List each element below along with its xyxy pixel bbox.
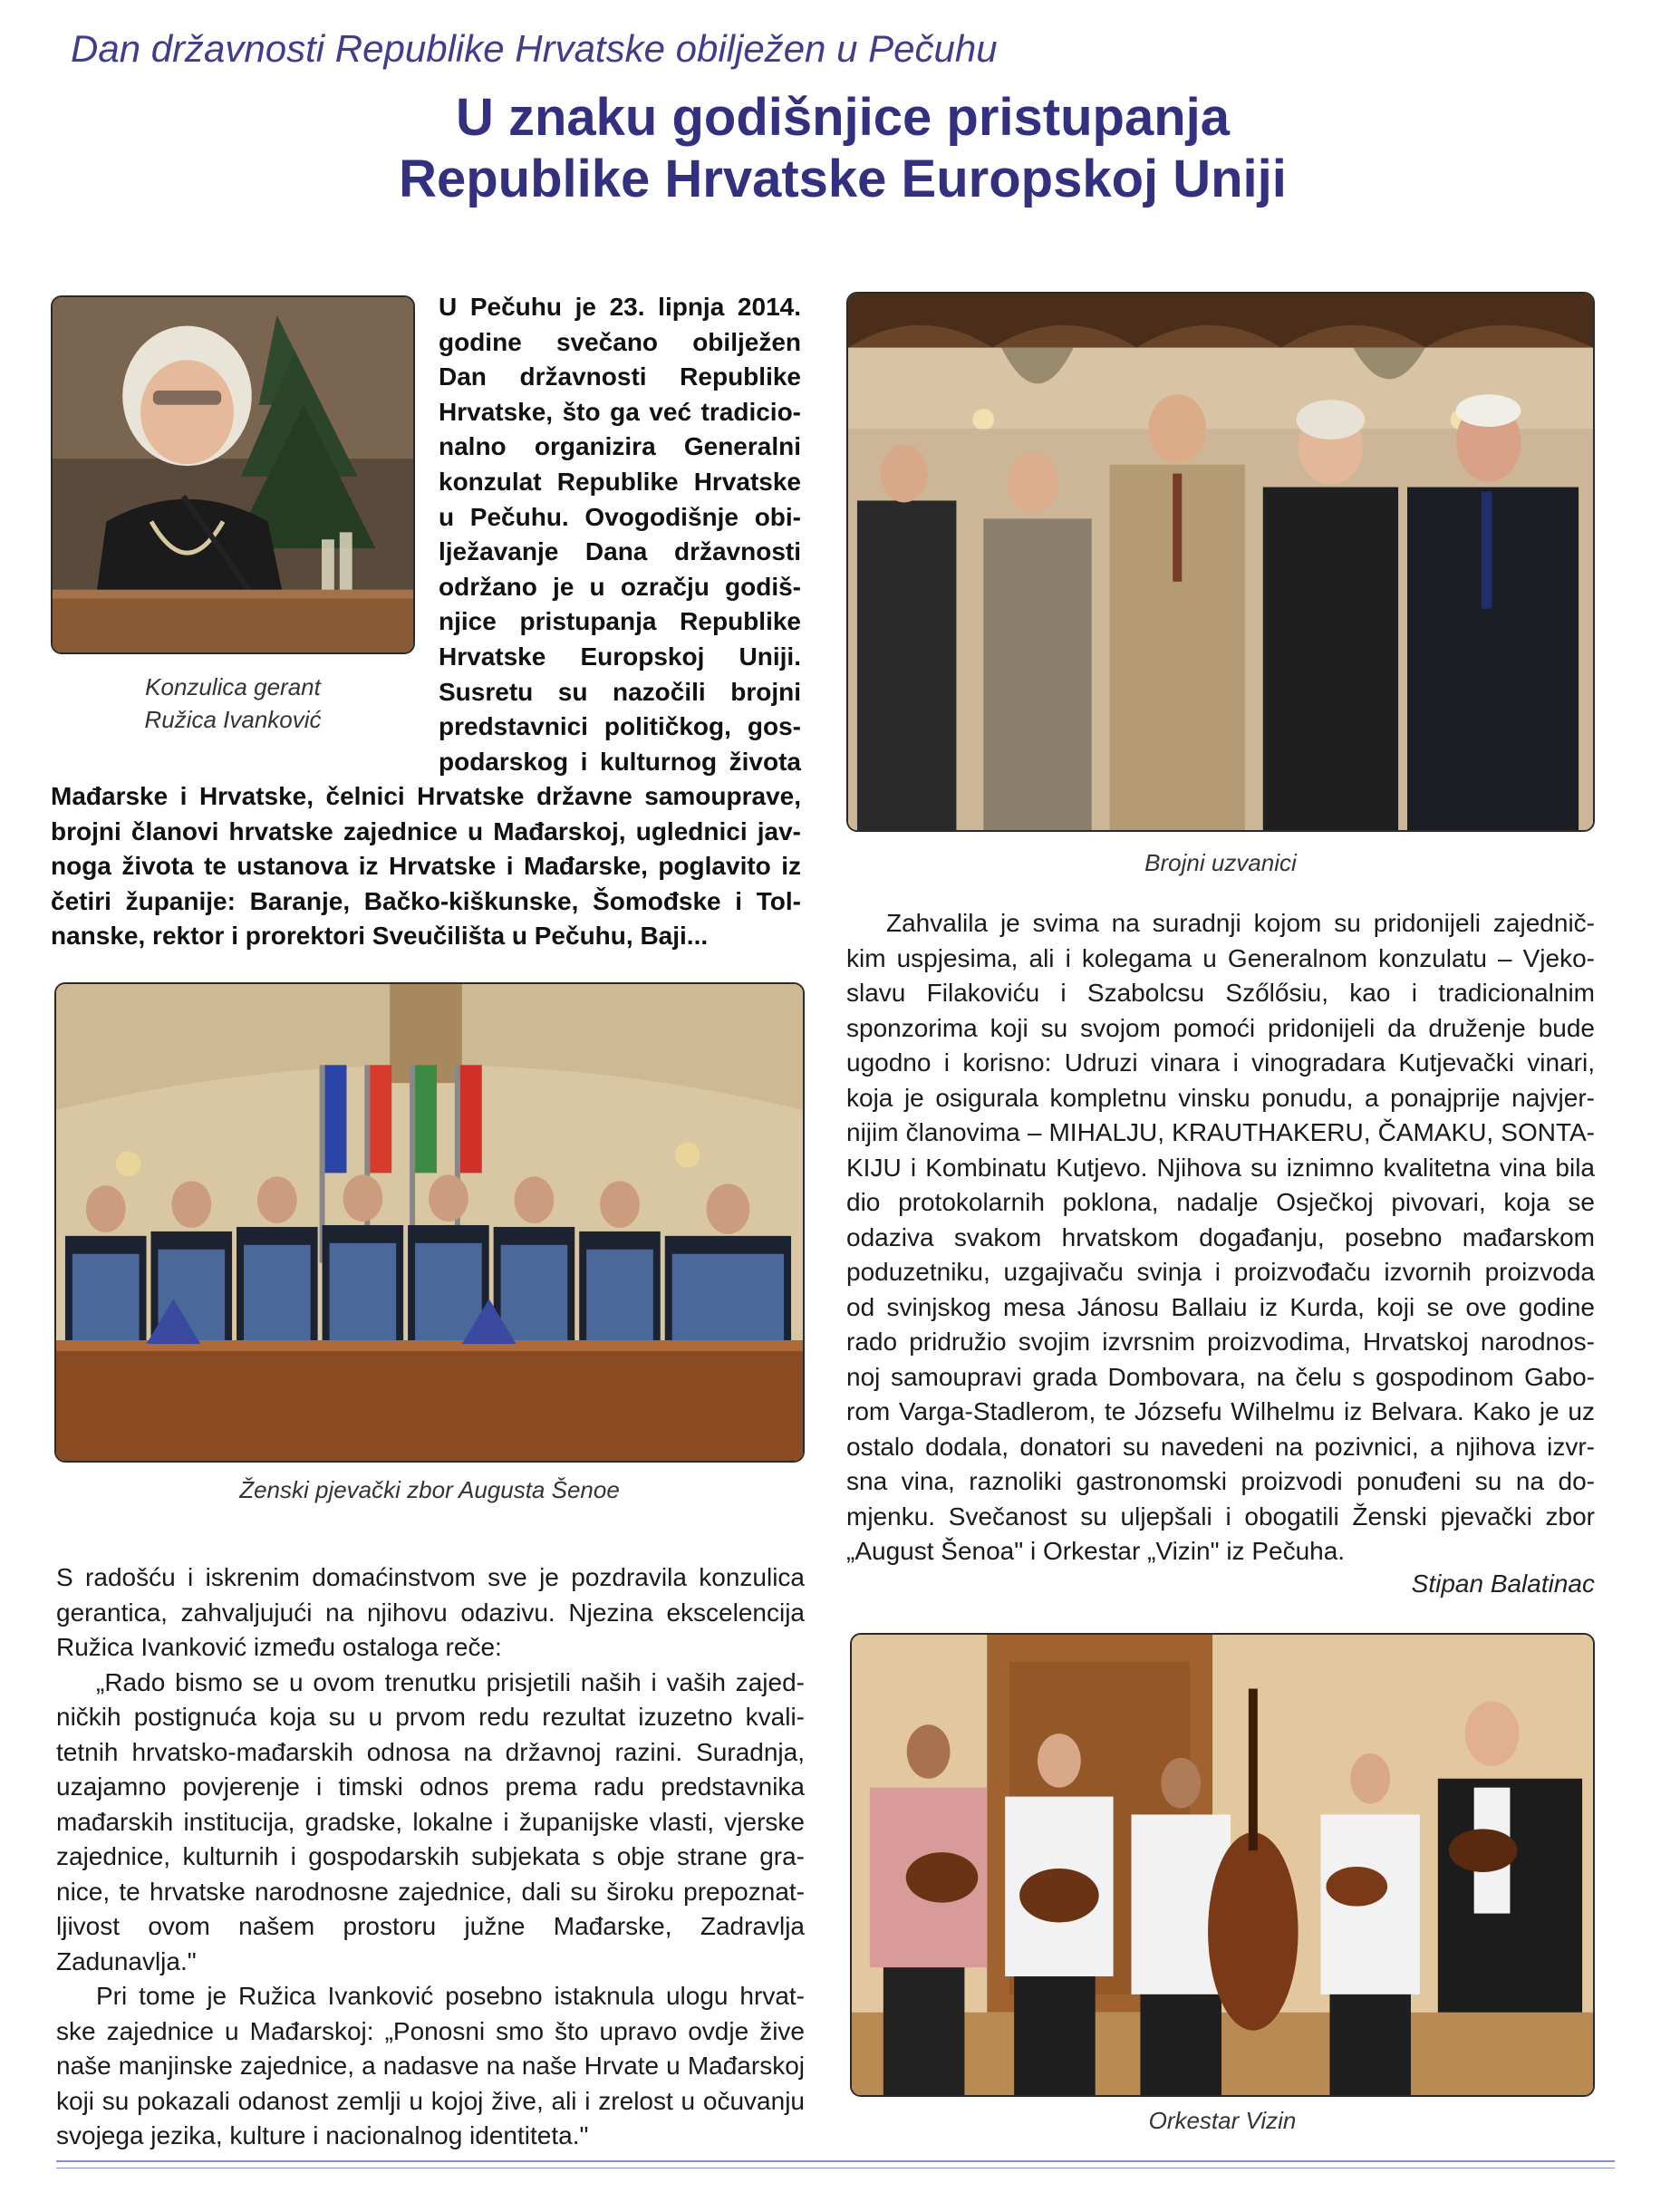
body-line: sponzorima koji su svojom pomoći pridonijeli da druženje bude [846,1013,1595,1042]
consul-caption-line-2: Ružica Ivanković [144,706,322,733]
body-line: mjenku. Svečanost su uljepšali i obogatili Ženski pjevački zbor [846,1502,1595,1531]
body-line: uzajamno povjerenje i timski odnos prema radu predstavnika [56,1772,805,1801]
body-line: mađarskih institucija, gradske, lokalne i županijske vlasti, vjerske [56,1807,805,1836]
lead-line: Susretu su nazočili brojni [439,677,801,706]
body-line: rado pridružio svojim izvrsnim proizvodima, Hrvatskoj narodnos- [846,1328,1595,1356]
lead-paragraph-wide [51,779,801,954]
body-line: od svinjskog mesa Jánosu Ballaiu iz Kurda, koji se ove godine [846,1292,1595,1321]
orchestra-photo-caption: Orkestar Vizin [1148,2107,1297,2134]
author-signature: Stipan Balatinac [1411,1569,1595,1598]
guests-photo-illustration [848,294,1593,830]
body-line: koji su pokazali odanost zemlji u kojoj žive, ali i zrelost u očuvanju [56,2086,805,2115]
guests-photo-caption: Brojni uzvanici [1144,849,1297,876]
body-line: kim uspjesima, ali i kolegama u Generalnom konzulatu – Vjeko- [846,943,1595,972]
body-line: tetnih hrvatsko-mađarskih odnosa na državnoj razini. Suradnja, [56,1737,805,1766]
body-line: poduzetniku, uzgajivaču svinja i proizvođaču izvornih proizvoda [846,1258,1595,1286]
lead-line: podarskog i kulturnog života [439,747,801,776]
body-line: slavu Filakoviću i Szabolcsu Szőlősiu, kao i tradicionalnim [846,979,1595,1007]
lead-line: Mađarske i Hrvatske, čelnici Hrvatske državne samouprave, [51,782,801,810]
lead-line: lježavanje Dana državnosti [439,537,801,566]
body-line: ugodno i korisno: Udruzi vinara i vinogradara Kutjevački vinari, [846,1048,1595,1077]
lead-line: Hrvatske Europskoj Uniji. [439,642,801,671]
article-title [181,87,1504,223]
lead-line: godine svečano obilježen [439,327,801,356]
body-line: Ružica Ivanković između ostaloga reče: [56,1633,502,1661]
consul-photo [51,295,415,654]
lead-line: njice pristupanja Republike [439,607,801,636]
body-line: Pri tome je Ružica Ivanković posebno istaknula ulogu hrvat- [96,1982,805,2010]
article-kicker: Dan državnosti Republike Hrvatske obilježen u Pečuhu [71,27,998,70]
body-line: svojega jezika, kulture i nacionalnog identiteta." [56,2121,589,2149]
body-line: Zadunavlja." [56,1946,197,1975]
consul-photo-illustration [53,297,413,652]
lead-line: predstavnici političkog, gos- [439,712,801,741]
lead-line: održano je u ozračju godiš- [439,572,801,601]
body-line: S radošću i iskrenim domaćinstvom sve je pozdravila konzulica [56,1563,805,1591]
footer-rule-1 [56,2160,1615,2162]
right-body-column [846,906,1595,1569]
choir-photo-caption: Ženski pjevački zbor Augusta Šenoe [239,1476,620,1503]
orchestra-photo-illustration [852,1635,1593,2095]
lead-line: U Pečuhu je 23. lipnja 2014. [439,293,801,321]
lead-line: konzulat Republike Hrvatske [439,467,801,496]
body-line: ničkih postignuća koja su u prvom redu rezultat izuzetno kvali- [56,1703,805,1731]
title-line-1: U znaku godišnjice pristupanja [455,88,1231,147]
guests-photo [846,292,1595,832]
body-line: dio protokolarnih poklona, nadalje Osječkoj pivovari, koja se [846,1188,1595,1216]
body-line: „Rado bismo se u ovom trenutku prisjetili naših i vaših zajed- [96,1667,805,1696]
lead-line: Hrvatske, što ga već tradicio- [439,397,801,426]
choir-photo-illustration [56,984,803,1461]
lead-line: noga života te ustanova iz Hrvatske i Mađarske, poglavito iz [51,852,801,881]
body-line: ostalo dodala, donatori su navedeni na pozivnici, a njihova izvr- [846,1432,1595,1461]
lead-line: nanske, rektor i prorektori Sveučilišta u Pečuhu, Baji... [51,922,709,951]
lead-line: nalno organizira Generalni [439,432,801,461]
body-line: zajednice, kulturnih i gospodarskih subjekata s obje strane gra- [56,1842,805,1870]
body-line: koja je osigurala kompletnu vinsku ponudu, a ponajprije najvjer- [846,1083,1595,1112]
body-line: odaziva svakom hrvatskom događanju, posebno mađarskom [846,1222,1595,1251]
body-line: noj samoupravi grada Dombovara, na čelu s gospodinom Gabo- [846,1362,1595,1391]
body-line: „August Šenoa" i Orkestar „Vizin" iz Pečuha. [846,1537,1346,1565]
body-line: ske zajednice u Mađarskoj: „Ponosni smo što upravo ovdje žive [56,2016,805,2045]
title-line-2: Republike Hrvatske Europskoj Uniji [399,150,1287,208]
body-line: ljivost ovom našem prostoru južne Mađarske, Zadravlja [56,1912,805,1940]
body-line: KIJU i Kombinatu Kutjevo. Njihova su iznimno kvalitetna vina bila [846,1153,1595,1182]
consul-caption-line-1: Konzulica gerant [145,673,321,700]
choir-photo [54,982,805,1463]
body-line: Zahvalila je svima na suradnji kojom su pridonijeli zajednič- [886,909,1595,937]
body-line: naše manjinske zajednice, a nadasve na naše Hrvate u Mađarskoj [56,2052,805,2080]
lead-line: u Pečuhu. Ovogodišnje obi- [439,502,801,531]
lead-line: Dan državnosti Republike [439,362,801,391]
body-line: gerantica, zahvaljujući na njihovu odazivu. Njezina ekscelencija [56,1598,805,1627]
lead-line: četiri županije: Baranje, Bačko-kiškunske, Šomođske i Tol- [51,886,801,915]
lead-paragraph-narrow [439,290,801,779]
body-line: rom Varga-Stadlerom, te Józsefu Wilhelmu iz Belvara. Kako je uz [846,1397,1595,1425]
consul-photo-caption [51,671,415,736]
orchestra-photo [850,1633,1595,2097]
left-body-column [56,1560,805,2154]
lead-line: brojni članovi hrvatske zajednice u Mađarskoj, uglednici jav- [51,816,801,845]
body-line: nijim članovima – MIHALJU, KRAUTHAKERU, ČAMAKU, SONTA- [846,1118,1595,1146]
body-line: nice, te hrvatske narodnosne zajednice, dali su široku prepoznat- [56,1877,805,1906]
body-line: sna vina, raznoliki gastronomski proizvodi ponuđeni su na do- [846,1467,1595,1495]
